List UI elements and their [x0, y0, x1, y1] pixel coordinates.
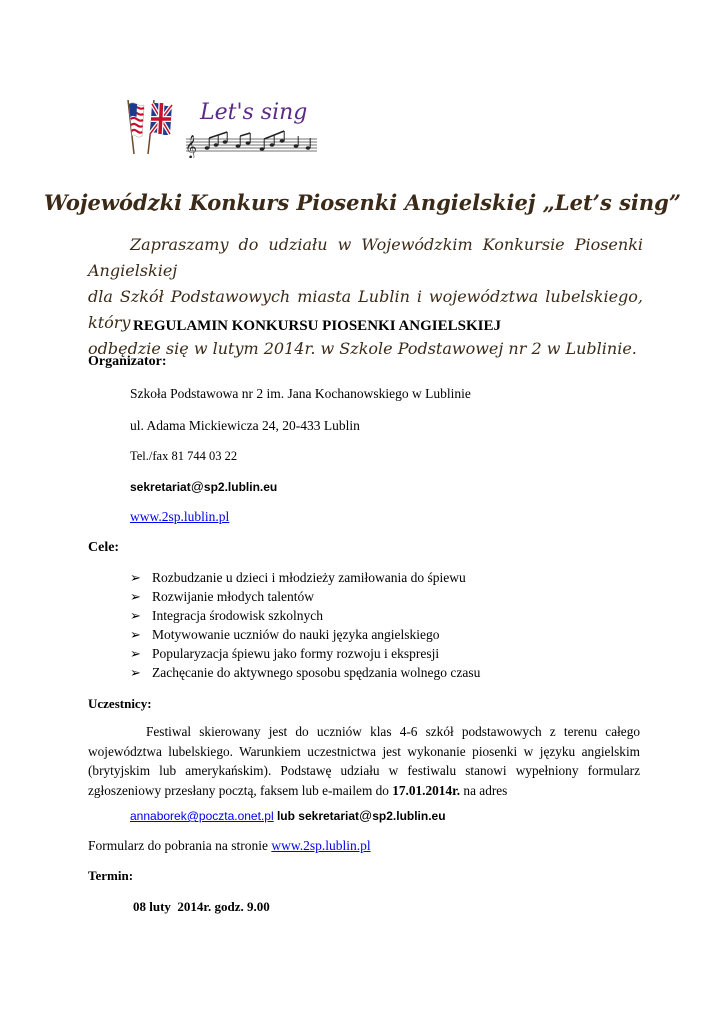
arrow-bullet-icon: ➢	[130, 627, 141, 642]
goals-label: Cele:	[88, 540, 120, 555]
form-download-link[interactable]: www.2sp.lublin.pl	[271, 838, 371, 853]
regulations-heading: REGULAMIN KONKURSU PIOSENKI ANGIELSKIEJ	[133, 318, 501, 334]
form-download-text: Formularz do pobrania na stronie	[88, 838, 272, 853]
goals-list	[130, 568, 480, 682]
participants-label: Uczestnicy:	[88, 696, 152, 711]
organizer-label: Organizator:	[88, 354, 167, 369]
uk-flag-icon	[150, 103, 172, 135]
music-notes-icon	[185, 131, 317, 158]
logo	[112, 96, 322, 158]
email-link[interactable]: annaborek@poczta.onet.pl	[130, 809, 274, 823]
arrow-bullet-icon: ➢	[130, 646, 141, 661]
organizer-email[interactable]	[130, 479, 277, 495]
organizer-website-link[interactable]: www.2sp.lublin.pl	[130, 509, 230, 524]
term-label: Termin:	[88, 868, 134, 883]
page-title: Wojewódzki Konkurs Piosenki Angielskiej „Let’s sing”	[44, 190, 681, 215]
goal-text: Popularyzacja śpiewu jako formy rozwoju i ekspresji	[152, 646, 440, 661]
email-at: @	[190, 479, 204, 494]
goal-text: Zachęcanie do aktywnego sposobu spędzania wolnego czasu	[152, 665, 481, 680]
arrow-bullet-icon: ➢	[130, 570, 141, 585]
email-or: lub	[273, 809, 299, 823]
participants-deadline: 17.01.2014r.	[392, 782, 461, 798]
email-user: sekretariat	[130, 480, 191, 494]
svg-text:𝄞: 𝄞	[185, 134, 197, 158]
term-value: 08 luty 2014r. godz. 9.00	[133, 899, 270, 914]
email-at: @	[359, 808, 373, 823]
arrow-bullet-icon: ➢	[130, 589, 141, 604]
participants-tail: na adres	[460, 782, 508, 798]
list-item	[130, 663, 480, 682]
arrow-bullet-icon: ➢	[130, 608, 141, 623]
list-item	[130, 587, 480, 606]
goal-text: Integracja środowisk szkolnych	[152, 608, 323, 623]
list-item	[130, 568, 480, 587]
goal-text: Rozwijanie młodych talentów	[152, 589, 314, 604]
organizer-phone: Tel./fax 81 744 03 22	[130, 449, 238, 463]
participants-emails	[130, 808, 446, 824]
participants-paragraph	[88, 722, 640, 800]
organizer-school: Szkoła Podstawowa nr 2 im. Jana Kochanowskiego w Lublinie	[130, 386, 471, 401]
email-domain[interactable]: sp2.lublin.eu	[372, 809, 446, 823]
email-domain: sp2.lublin.eu	[203, 480, 278, 494]
logo-text: Let's sing	[200, 100, 308, 125]
list-item	[130, 644, 480, 663]
intro-line: Zapraszamy do udziału w Wojewódzkim Konkursie Piosenki Angielskiej	[88, 235, 643, 280]
arrow-bullet-icon: ➢	[130, 665, 141, 680]
form-download-line	[88, 838, 371, 854]
participants-text: Festiwal skierowany jest do uczniów klas 4-6 szkół podstawowych z terenu całego województwa lubelskiego. Warunkiem uczestnictwa jest wykonanie piosenki w języku angielskim (brytyjskim lub amerykańskim). Podstawę udziału w festiwalu stanowi wypełniony formularz zgłoszeniowy przesłany pocztą, faksem lub e-mailem do	[88, 724, 640, 798]
list-item	[130, 606, 480, 625]
intro-paragraph	[88, 232, 643, 362]
goal-text: Rozbudzanie u dzieci i młodzieży zamiłowania do śpiewu	[152, 570, 466, 585]
list-item	[130, 625, 480, 644]
intro-line: odbędzie się w lutym 2014r. w Szkole Podstawowej nr 2 w Lublinie.	[88, 339, 637, 358]
intro-line: dla Szkół Podstawowych miasta Lublin i województwa lubelskiego, który	[88, 287, 643, 332]
goal-text: Motywowanie uczniów do nauki języka angielskiego	[152, 627, 440, 642]
organizer-address: ul. Adama Mickiewicza 24, 20-433 Lublin	[130, 418, 360, 433]
email-user[interactable]: sekretariat	[298, 809, 360, 823]
